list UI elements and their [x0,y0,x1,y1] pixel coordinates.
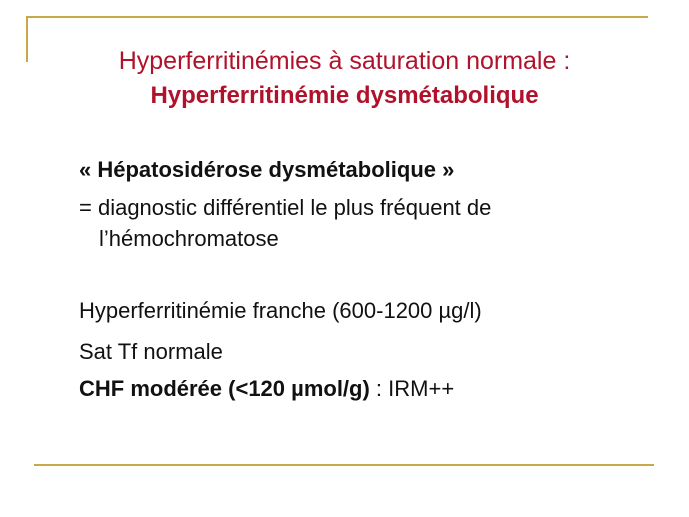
slide-title-line1: Hyperferritinémies à saturation normale : [118,47,571,75]
definition-line2: l’hémochromatose [99,226,279,251]
heading-hepatosiderose: « Hépatosidérose dysmétabolique » [79,157,455,182]
slide-title-line2: Hyperferritinémie dysmétabolique [150,82,539,109]
chf-bold-text: CHF modérée (<120 µmol/g) [79,376,370,401]
frame-bottom-line [34,464,654,466]
point-chf [79,376,454,402]
chf-rest-text: : IRM++ [369,376,455,401]
definition-line1: = diagnostic différentiel le plus fréquent de [79,195,492,220]
frame-top-line [26,16,648,18]
point-sat-tf: Sat Tf normale [79,339,223,364]
point-hyperferritinemie: Hyperferritinémie franche (600-1200 µg/l) [79,298,482,323]
